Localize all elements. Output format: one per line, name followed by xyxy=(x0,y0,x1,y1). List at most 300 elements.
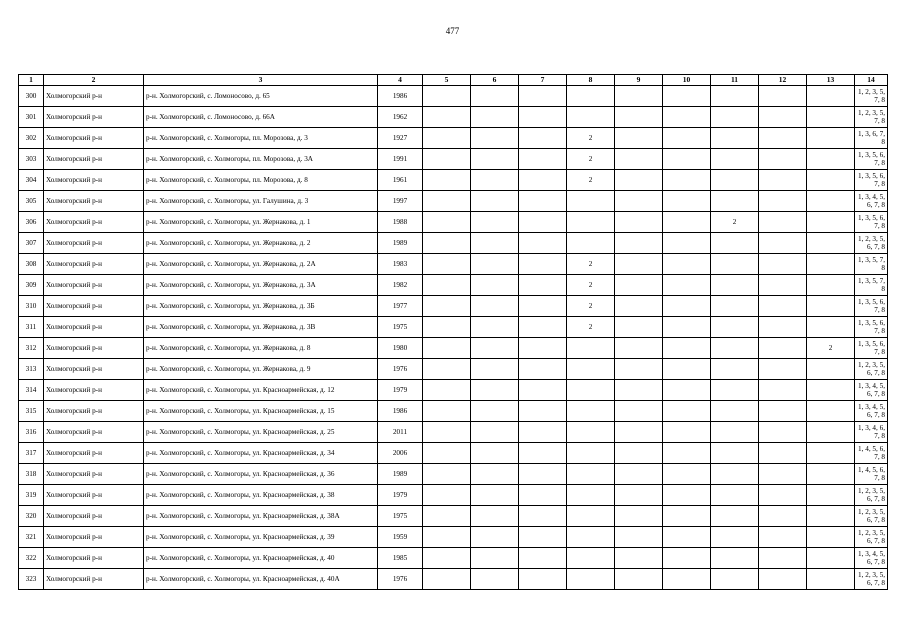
table-cell-col-2: Холмогорский р-н xyxy=(44,86,144,107)
table-row xyxy=(19,338,888,359)
table-cell-col-13 xyxy=(807,296,855,317)
table-cell-col-7 xyxy=(519,380,567,401)
table-cell-col-7 xyxy=(519,296,567,317)
table-cell-col-8 xyxy=(567,527,615,548)
table-row xyxy=(19,149,888,170)
table-cell-col-8 xyxy=(567,338,615,359)
table-cell-col-9 xyxy=(615,275,663,296)
table-row xyxy=(19,86,888,107)
table-row xyxy=(19,569,888,590)
table-cell-col-12 xyxy=(759,506,807,527)
table-cell-col-14: 1, 4, 5, 6, 7, 8 xyxy=(855,464,888,485)
table-cell-col-2: Холмогорский р-н xyxy=(44,212,144,233)
table-cell-col-12 xyxy=(759,569,807,590)
table-cell-col-7 xyxy=(519,191,567,212)
table-cell-col-6 xyxy=(471,548,519,569)
table-cell-col-10 xyxy=(663,86,711,107)
table-cell-col-14: 1, 3, 5, 6, 7, 8 xyxy=(855,296,888,317)
table-cell-col-4: 2006 xyxy=(378,443,423,464)
table-cell-col-5 xyxy=(423,170,471,191)
table-cell-col-1: 315 xyxy=(19,401,44,422)
table-cell-col-2: Холмогорский р-н xyxy=(44,485,144,506)
table-cell-col-5 xyxy=(423,338,471,359)
table-cell-col-10 xyxy=(663,485,711,506)
table-cell-col-2: Холмогорский р-н xyxy=(44,338,144,359)
table-cell-col-10 xyxy=(663,464,711,485)
table-cell-col-1: 320 xyxy=(19,506,44,527)
table-cell-col-5 xyxy=(423,149,471,170)
table-row xyxy=(19,464,888,485)
table-cell-col-4: 1986 xyxy=(378,401,423,422)
table-cell-col-11 xyxy=(711,506,759,527)
column-header-1: 1 xyxy=(19,75,44,86)
table-cell-col-6 xyxy=(471,464,519,485)
table-cell-col-10 xyxy=(663,254,711,275)
table-cell-col-12 xyxy=(759,233,807,254)
table-cell-col-4: 1979 xyxy=(378,485,423,506)
table-cell-col-12 xyxy=(759,317,807,338)
table-cell-col-8: 2 xyxy=(567,296,615,317)
table-cell-col-1: 321 xyxy=(19,527,44,548)
table-cell-col-1: 313 xyxy=(19,359,44,380)
table-cell-col-7 xyxy=(519,359,567,380)
table-cell-col-2: Холмогорский р-н xyxy=(44,569,144,590)
table-cell-col-14: 1, 3, 4, 5, 6, 7, 8 xyxy=(855,401,888,422)
table-cell-col-1: 304 xyxy=(19,170,44,191)
table-cell-col-9 xyxy=(615,233,663,254)
table-cell-col-14: 1, 3, 5, 6, 7, 8 xyxy=(855,149,888,170)
table-cell-col-10 xyxy=(663,275,711,296)
table-cell-col-2: Холмогорский р-н xyxy=(44,359,144,380)
table-cell-col-1: 309 xyxy=(19,275,44,296)
table-cell-col-9 xyxy=(615,212,663,233)
table-cell-col-5 xyxy=(423,359,471,380)
table-cell-col-13 xyxy=(807,86,855,107)
table-cell-col-8 xyxy=(567,548,615,569)
table-cell-col-2: Холмогорский р-н xyxy=(44,254,144,275)
table-cell-col-5 xyxy=(423,254,471,275)
table-cell-col-6 xyxy=(471,359,519,380)
table-cell-col-10 xyxy=(663,170,711,191)
table-cell-col-7 xyxy=(519,443,567,464)
table-cell-col-12 xyxy=(759,359,807,380)
table-row xyxy=(19,191,888,212)
table-cell-col-1: 312 xyxy=(19,338,44,359)
table-cell-col-8 xyxy=(567,485,615,506)
table-cell-col-6 xyxy=(471,233,519,254)
table-cell-col-3: р-н. Холмогорский, с. Холмогоры, ул. Галушина, д. 3 xyxy=(144,191,378,212)
table-row xyxy=(19,296,888,317)
table-cell-col-5 xyxy=(423,317,471,338)
table-cell-col-5 xyxy=(423,107,471,128)
table-cell-col-8: 2 xyxy=(567,317,615,338)
table-cell-col-8: 2 xyxy=(567,149,615,170)
column-header-14: 14 xyxy=(855,75,888,86)
table-cell-col-13 xyxy=(807,233,855,254)
table-cell-col-7 xyxy=(519,506,567,527)
table-row xyxy=(19,506,888,527)
table-cell-col-4: 1991 xyxy=(378,149,423,170)
table-cell-col-13 xyxy=(807,569,855,590)
table-row xyxy=(19,254,888,275)
table-cell-col-5 xyxy=(423,569,471,590)
table-cell-col-8 xyxy=(567,422,615,443)
table-row xyxy=(19,422,888,443)
table-cell-col-10 xyxy=(663,506,711,527)
column-header-13: 13 xyxy=(807,75,855,86)
table-cell-col-1: 311 xyxy=(19,317,44,338)
table-row xyxy=(19,233,888,254)
table-cell-col-11 xyxy=(711,317,759,338)
table-cell-col-4: 1927 xyxy=(378,128,423,149)
table-cell-col-11 xyxy=(711,485,759,506)
table-cell-col-14: 1, 3, 5, 7, 8 xyxy=(855,275,888,296)
table-cell-col-8: 2 xyxy=(567,254,615,275)
table-cell-col-9 xyxy=(615,317,663,338)
header-row xyxy=(19,75,888,86)
table-cell-col-3: р-н. Холмогорский, с. Холмогоры, ул. Красноармейская, д. 39 xyxy=(144,527,378,548)
table-cell-col-13 xyxy=(807,191,855,212)
column-header-6: 6 xyxy=(471,75,519,86)
table-cell-col-10 xyxy=(663,212,711,233)
table-cell-col-11 xyxy=(711,464,759,485)
table-cell-col-5 xyxy=(423,191,471,212)
table-cell-col-11 xyxy=(711,86,759,107)
table-cell-col-7 xyxy=(519,569,567,590)
table-cell-col-13 xyxy=(807,149,855,170)
table-cell-col-4: 1962 xyxy=(378,107,423,128)
table-cell-col-3: р-н. Холмогорский, с. Холмогоры, ул. Красноармейская, д. 38 xyxy=(144,485,378,506)
table-cell-col-3: р-н. Холмогорский, с. Ломоносово, д. 66А xyxy=(144,107,378,128)
table-cell-col-3: р-н. Холмогорский, с. Холмогоры, ул. Красноармейская, д. 12 xyxy=(144,380,378,401)
table-cell-col-12 xyxy=(759,485,807,506)
table-cell-col-12 xyxy=(759,128,807,149)
table-cell-col-12 xyxy=(759,191,807,212)
table-cell-col-13 xyxy=(807,506,855,527)
table-cell-col-13 xyxy=(807,359,855,380)
table-cell-col-2: Холмогорский р-н xyxy=(44,443,144,464)
table-cell-col-3: р-н. Холмогорский, с. Холмогоры, ул. Жернакова, д. 3А xyxy=(144,275,378,296)
table-cell-col-1: 318 xyxy=(19,464,44,485)
table-cell-col-6 xyxy=(471,401,519,422)
table-cell-col-4: 1959 xyxy=(378,527,423,548)
table-cell-col-10 xyxy=(663,527,711,548)
table-cell-col-7 xyxy=(519,401,567,422)
table-cell-col-2: Холмогорский р-н xyxy=(44,107,144,128)
table-cell-col-2: Холмогорский р-н xyxy=(44,275,144,296)
table-cell-col-12 xyxy=(759,212,807,233)
column-header-5: 5 xyxy=(423,75,471,86)
table-cell-col-8 xyxy=(567,191,615,212)
table-cell-col-8 xyxy=(567,107,615,128)
table-cell-col-11 xyxy=(711,401,759,422)
table-cell-col-7 xyxy=(519,212,567,233)
table-cell-col-6 xyxy=(471,443,519,464)
table-cell-col-13 xyxy=(807,485,855,506)
table-cell-col-9 xyxy=(615,338,663,359)
table-cell-col-9 xyxy=(615,128,663,149)
table-cell-col-4: 1985 xyxy=(378,548,423,569)
table-row xyxy=(19,212,888,233)
table-cell-col-4: 1982 xyxy=(378,275,423,296)
table-cell-col-3: р-н. Холмогорский, с. Холмогоры, ул. Жернакова, д. 9 xyxy=(144,359,378,380)
table-cell-col-2: Холмогорский р-н xyxy=(44,233,144,254)
table-cell-col-3: р-н. Холмогорский, с. Холмогоры, ул. Жернакова, д. 2А xyxy=(144,254,378,275)
table-cell-col-10 xyxy=(663,296,711,317)
table-cell-col-14: 1, 3, 5, 6, 7, 8 xyxy=(855,212,888,233)
table-cell-col-8 xyxy=(567,464,615,485)
table-cell-col-11 xyxy=(711,275,759,296)
table-cell-col-1: 303 xyxy=(19,149,44,170)
table-cell-col-7 xyxy=(519,149,567,170)
table-cell-col-10 xyxy=(663,107,711,128)
table-cell-col-4: 1997 xyxy=(378,191,423,212)
table-cell-col-9 xyxy=(615,296,663,317)
table-cell-col-1: 322 xyxy=(19,548,44,569)
table-cell-col-7 xyxy=(519,86,567,107)
table-row xyxy=(19,317,888,338)
table-cell-col-11 xyxy=(711,548,759,569)
table-cell-col-3: р-н. Холмогорский, с. Ломоносово, д. 65 xyxy=(144,86,378,107)
table-cell-col-9 xyxy=(615,254,663,275)
table-cell-col-2: Холмогорский р-н xyxy=(44,422,144,443)
table-cell-col-2: Холмогорский р-н xyxy=(44,317,144,338)
table-cell-col-6 xyxy=(471,275,519,296)
table-cell-col-7 xyxy=(519,485,567,506)
table-cell-col-9 xyxy=(615,422,663,443)
table-cell-col-5 xyxy=(423,422,471,443)
table-cell-col-12 xyxy=(759,401,807,422)
table-cell-col-6 xyxy=(471,485,519,506)
table-cell-col-4: 1989 xyxy=(378,233,423,254)
table-cell-col-7 xyxy=(519,422,567,443)
table-cell-col-6 xyxy=(471,86,519,107)
table-cell-col-12 xyxy=(759,254,807,275)
table-cell-col-6 xyxy=(471,254,519,275)
table-cell-col-6 xyxy=(471,191,519,212)
table-cell-col-9 xyxy=(615,86,663,107)
table-cell-col-13 xyxy=(807,422,855,443)
table-cell-col-14: 1, 2, 3, 5, 6, 7, 8 xyxy=(855,485,888,506)
table-cell-col-7 xyxy=(519,548,567,569)
table-cell-col-13 xyxy=(807,275,855,296)
table-cell-col-13 xyxy=(807,317,855,338)
table-cell-col-4: 1977 xyxy=(378,296,423,317)
table-cell-col-10 xyxy=(663,233,711,254)
table-cell-col-2: Холмогорский р-н xyxy=(44,548,144,569)
table-cell-col-5 xyxy=(423,296,471,317)
table-cell-col-11 xyxy=(711,191,759,212)
column-header-10: 10 xyxy=(663,75,711,86)
table-cell-col-5 xyxy=(423,464,471,485)
table-cell-col-2: Холмогорский р-н xyxy=(44,128,144,149)
table-cell-col-7 xyxy=(519,107,567,128)
table-cell-col-5 xyxy=(423,548,471,569)
table-cell-col-2: Холмогорский р-н xyxy=(44,191,144,212)
table-cell-col-7 xyxy=(519,317,567,338)
table-cell-col-5 xyxy=(423,485,471,506)
table-cell-col-9 xyxy=(615,485,663,506)
table-cell-col-14: 1, 2, 3, 5, 6, 7, 8 xyxy=(855,569,888,590)
table-row xyxy=(19,380,888,401)
table-cell-col-4: 1980 xyxy=(378,338,423,359)
table-cell-col-6 xyxy=(471,107,519,128)
table-cell-col-3: р-н. Холмогорский, с. Холмогоры, ул. Красноармейская, д. 40А xyxy=(144,569,378,590)
table-cell-col-3: р-н. Холмогорский, с. Холмогоры, ул. Красноармейская, д. 40 xyxy=(144,548,378,569)
table-cell-col-12 xyxy=(759,548,807,569)
table-cell-col-9 xyxy=(615,548,663,569)
table-cell-col-14: 1, 3, 5, 6, 7, 8 xyxy=(855,170,888,191)
table-row xyxy=(19,548,888,569)
table-cell-col-12 xyxy=(759,107,807,128)
table-cell-col-11 xyxy=(711,527,759,548)
table-cell-col-10 xyxy=(663,191,711,212)
table-row xyxy=(19,443,888,464)
table-cell-col-9 xyxy=(615,527,663,548)
table-cell-col-14: 1, 3, 6, 7, 8 xyxy=(855,128,888,149)
table-cell-col-9 xyxy=(615,191,663,212)
table-cell-col-4: 1961 xyxy=(378,170,423,191)
register-table xyxy=(18,74,888,590)
table-body xyxy=(19,86,888,590)
column-header-9: 9 xyxy=(615,75,663,86)
table-row xyxy=(19,485,888,506)
table-cell-col-3: р-н. Холмогорский, с. Холмогоры, пл. Морозова, д. 3 xyxy=(144,128,378,149)
table-row xyxy=(19,527,888,548)
table-cell-col-7 xyxy=(519,128,567,149)
table-row xyxy=(19,170,888,191)
table-cell-col-11 xyxy=(711,338,759,359)
table-cell-col-6 xyxy=(471,296,519,317)
table-cell-col-5 xyxy=(423,233,471,254)
table-cell-col-8 xyxy=(567,359,615,380)
table-cell-col-11 xyxy=(711,422,759,443)
table-cell-col-14: 1, 3, 4, 5, 6, 7, 8 xyxy=(855,548,888,569)
table-cell-col-5 xyxy=(423,86,471,107)
table-cell-col-12 xyxy=(759,422,807,443)
table-cell-col-5 xyxy=(423,275,471,296)
table-row xyxy=(19,359,888,380)
table-cell-col-9 xyxy=(615,569,663,590)
table-cell-col-14: 1, 3, 5, 6, 7, 8 xyxy=(855,317,888,338)
table-cell-col-3: р-н. Холмогорский, с. Холмогоры, ул. Жернакова, д. 2 xyxy=(144,233,378,254)
table-cell-col-4: 1979 xyxy=(378,380,423,401)
table-cell-col-1: 317 xyxy=(19,443,44,464)
column-header-11: 11 xyxy=(711,75,759,86)
table-cell-col-11 xyxy=(711,149,759,170)
table-cell-col-11 xyxy=(711,107,759,128)
table-cell-col-14: 1, 3, 5, 6, 7, 8 xyxy=(855,338,888,359)
table-cell-col-13 xyxy=(807,443,855,464)
table-cell-col-9 xyxy=(615,359,663,380)
table-cell-col-10 xyxy=(663,569,711,590)
table-cell-col-1: 314 xyxy=(19,380,44,401)
table-cell-col-8 xyxy=(567,86,615,107)
table-cell-col-7 xyxy=(519,527,567,548)
table-cell-col-8 xyxy=(567,233,615,254)
table-cell-col-13 xyxy=(807,212,855,233)
table-cell-col-1: 316 xyxy=(19,422,44,443)
table-cell-col-8: 2 xyxy=(567,128,615,149)
table-cell-col-12 xyxy=(759,527,807,548)
table-cell-col-2: Холмогорский р-н xyxy=(44,296,144,317)
table-cell-col-7 xyxy=(519,233,567,254)
table-cell-col-1: 305 xyxy=(19,191,44,212)
table-cell-col-5 xyxy=(423,128,471,149)
column-header-12: 12 xyxy=(759,75,807,86)
table-cell-col-2: Холмогорский р-н xyxy=(44,380,144,401)
table-cell-col-6 xyxy=(471,422,519,443)
table-cell-col-9 xyxy=(615,401,663,422)
table-cell-col-6 xyxy=(471,338,519,359)
table-cell-col-8 xyxy=(567,380,615,401)
table-row xyxy=(19,107,888,128)
table-cell-col-7 xyxy=(519,464,567,485)
table-cell-col-11 xyxy=(711,380,759,401)
table-cell-col-4: 1983 xyxy=(378,254,423,275)
table-cell-col-8 xyxy=(567,212,615,233)
table-cell-col-4: 1976 xyxy=(378,359,423,380)
table-cell-col-14: 1, 3, 4, 5, 6, 7, 8 xyxy=(855,380,888,401)
table-cell-col-8: 2 xyxy=(567,275,615,296)
table-cell-col-12 xyxy=(759,443,807,464)
table-cell-col-6 xyxy=(471,212,519,233)
table-cell-col-10 xyxy=(663,422,711,443)
table-cell-col-4: 2011 xyxy=(378,422,423,443)
table-cell-col-3: р-н. Холмогорский, с. Холмогоры, пл. Морозова, д. 8 xyxy=(144,170,378,191)
table-cell-col-10 xyxy=(663,149,711,170)
table-cell-col-14: 1, 2, 3, 5, 6, 7, 8 xyxy=(855,233,888,254)
table-cell-col-13 xyxy=(807,464,855,485)
table-cell-col-11: 2 xyxy=(711,212,759,233)
table-cell-col-11 xyxy=(711,170,759,191)
table-cell-col-7 xyxy=(519,254,567,275)
table-cell-col-13 xyxy=(807,170,855,191)
table-cell-col-10 xyxy=(663,128,711,149)
table-cell-col-3: р-н. Холмогорский, с. Холмогоры, ул. Жернакова, д. 3Б xyxy=(144,296,378,317)
table-cell-col-10 xyxy=(663,548,711,569)
table-cell-col-11 xyxy=(711,254,759,275)
table-cell-col-14: 1, 2, 3, 5, 6, 7, 8 xyxy=(855,527,888,548)
table-cell-col-12 xyxy=(759,296,807,317)
table-cell-col-4: 1975 xyxy=(378,317,423,338)
table-cell-col-6 xyxy=(471,128,519,149)
table-cell-col-7 xyxy=(519,170,567,191)
column-header-8: 8 xyxy=(567,75,615,86)
table-cell-col-1: 308 xyxy=(19,254,44,275)
table-cell-col-12 xyxy=(759,170,807,191)
table-cell-col-10 xyxy=(663,317,711,338)
table-cell-col-7 xyxy=(519,338,567,359)
table-cell-col-6 xyxy=(471,170,519,191)
table-cell-col-5 xyxy=(423,380,471,401)
table-cell-col-2: Холмогорский р-н xyxy=(44,464,144,485)
table-cell-col-11 xyxy=(711,233,759,254)
table-cell-col-5 xyxy=(423,443,471,464)
table-cell-col-12 xyxy=(759,275,807,296)
table-cell-col-13: 2 xyxy=(807,338,855,359)
table-cell-col-13 xyxy=(807,548,855,569)
table-row xyxy=(19,401,888,422)
table-cell-col-12 xyxy=(759,380,807,401)
table-cell-col-10 xyxy=(663,380,711,401)
table-cell-col-11 xyxy=(711,128,759,149)
table-cell-col-3: р-н. Холмогорский, с. Холмогоры, ул. Жернакова, д. 1 xyxy=(144,212,378,233)
table-row xyxy=(19,128,888,149)
table-cell-col-6 xyxy=(471,317,519,338)
table-cell-col-13 xyxy=(807,527,855,548)
column-header-4: 4 xyxy=(378,75,423,86)
